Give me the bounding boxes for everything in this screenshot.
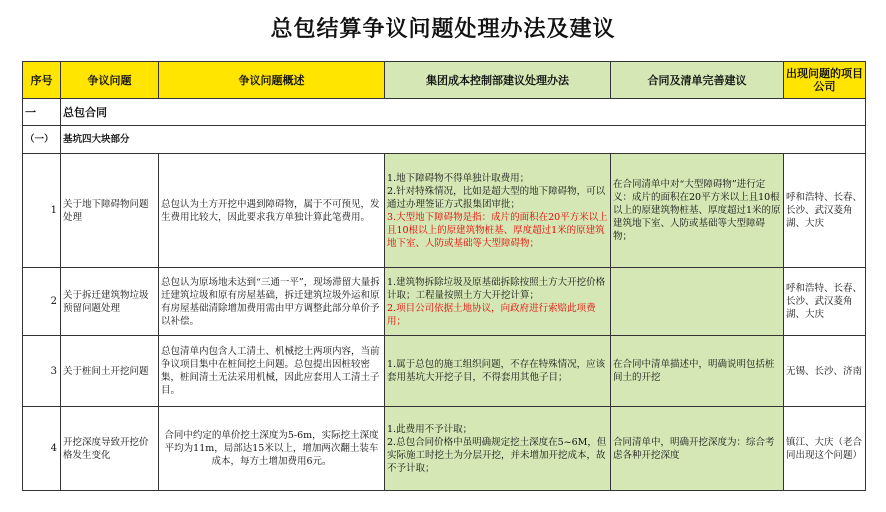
row-companies: 镇江、大庆（老合同出现这个问题） [784,407,866,491]
table-row [23,407,866,491]
header-seq: 序号 [23,62,61,99]
row-issue: 开挖深度导致开挖价格发生变化 [61,407,159,491]
row-companies: 呼和浩特、长春、长沙、武汉菱角湖、大庆 [784,268,866,336]
header-companies: 出现问题的项目公司 [784,62,866,99]
row-companies: 无锡、长沙、济南 [784,336,866,407]
row-proposal [385,336,611,407]
row-proposal [385,154,611,268]
row-number: 4 [23,407,61,491]
table-row [23,268,866,336]
row-proposal [385,268,611,336]
dispute-table [22,61,866,491]
row-summary: 总包清单内包含人工清土、机械挖土两项内容，当前争议项目集中在桩间挖土问题。总包提出因桩较密集，桩间清土无法采用机械，因此应套用人工清土子目。 [159,336,385,407]
row-summary: 总包认为原场地未达到“三通一平”，现场滞留大量拆迁建筑垃圾和原有房屋基础，拆迁建筑垃圾外运和原有房屋基础清除增加费用需由甲方调整此部分单价予以补偿。 [159,268,385,336]
section-row [23,99,866,126]
section-title: 总包合同 [61,99,866,126]
proposal-line: 1.地下障碍物不得单独计取费用； [387,172,530,184]
header-proposal: 集团成本控制部建议处理办法 [385,62,611,99]
proposal-line-highlight: 2.项目公司依据土地协议，向政府进行索赔此项费用； [387,302,596,327]
row-issue: 关于桩间土开挖问题 [61,336,159,407]
proposal-line: 2.总包合同价格中虽明确规定挖土深度在5~6M，但实际施工时挖土为分层开挖，并未增加开挖成本，故不予计取； [387,436,607,474]
row-proposal [385,407,611,491]
table-row [23,336,866,407]
proposal-line: 2.针对特殊情况，比如是超大型的地下障碍物，可以通过办理签证方式报集团审批； [387,185,606,210]
row-issue: 关于地下障碍物问题处理 [61,154,159,268]
section-number: 一 [23,99,61,126]
table-row [23,154,866,268]
proposal-line-highlight: 3.大型地下障碍物是指：成片的面积在20平方米以上且10根以上的原建筑物桩基、厚度超过1米的原建筑地下室、人防或基础等大型障碍物； [387,211,608,249]
row-summary: 总包认为土方开挖中遇到障碍物，属于不可预见，发生费用比较大，因此要求我方单独计算此笔费用。 [159,154,385,268]
table-header-row [23,62,866,99]
row-contract: 在合同中清单描述中，明确说明包括桩间土的开挖 [611,336,784,407]
row-issue: 关于拆迁建筑物垃圾预留问题处理 [61,268,159,336]
row-number: 3 [23,336,61,407]
row-contract [611,268,784,336]
proposal-line: 1.此费用不予计取； [387,423,473,435]
header-contract: 合同及清单完善建议 [611,62,784,99]
page-title: 总包结算争议问题处理办法及建议 [270,16,616,42]
row-summary: 合同中约定的单价挖土深度为5-6m，实际挖土深度平均为11m，局部达15米以上，增加两次翻土装车成本，每方土增加费用6元。 [159,407,385,491]
row-contract: 合同清单中，明确开挖深度为：综合考虑各种开挖深度 [611,407,784,491]
row-number: 1 [23,154,61,268]
subsection-row [23,126,866,154]
row-companies: 呼和浩特、长春、长沙、武汉菱角湖、大庆 [784,154,866,268]
proposal-line: 1.建筑物拆除垃圾及原基础拆除按照土方大开挖价格计取；工程量按照土方大开挖计算； [387,276,606,301]
proposal-line: 1.属于总包的施工组织问题，不存在特殊情况，应该套用基坑大开挖子目，不得套用其他子目； [387,359,606,383]
row-number: 2 [23,268,61,336]
subsection-number: （一） [23,126,61,154]
row-contract: 在合同清单中对“大型障碍物”进行定义：成片的面积在20平方米以上且10根以上的原建筑物桩基、厚度超过1米的原建筑地下室、人防或基础等大型障碍物； [611,154,784,268]
subsection-title: 基坑四大块部分 [61,126,866,154]
header-summary: 争议问题概述 [159,62,385,99]
header-issue: 争议问题 [61,62,159,99]
